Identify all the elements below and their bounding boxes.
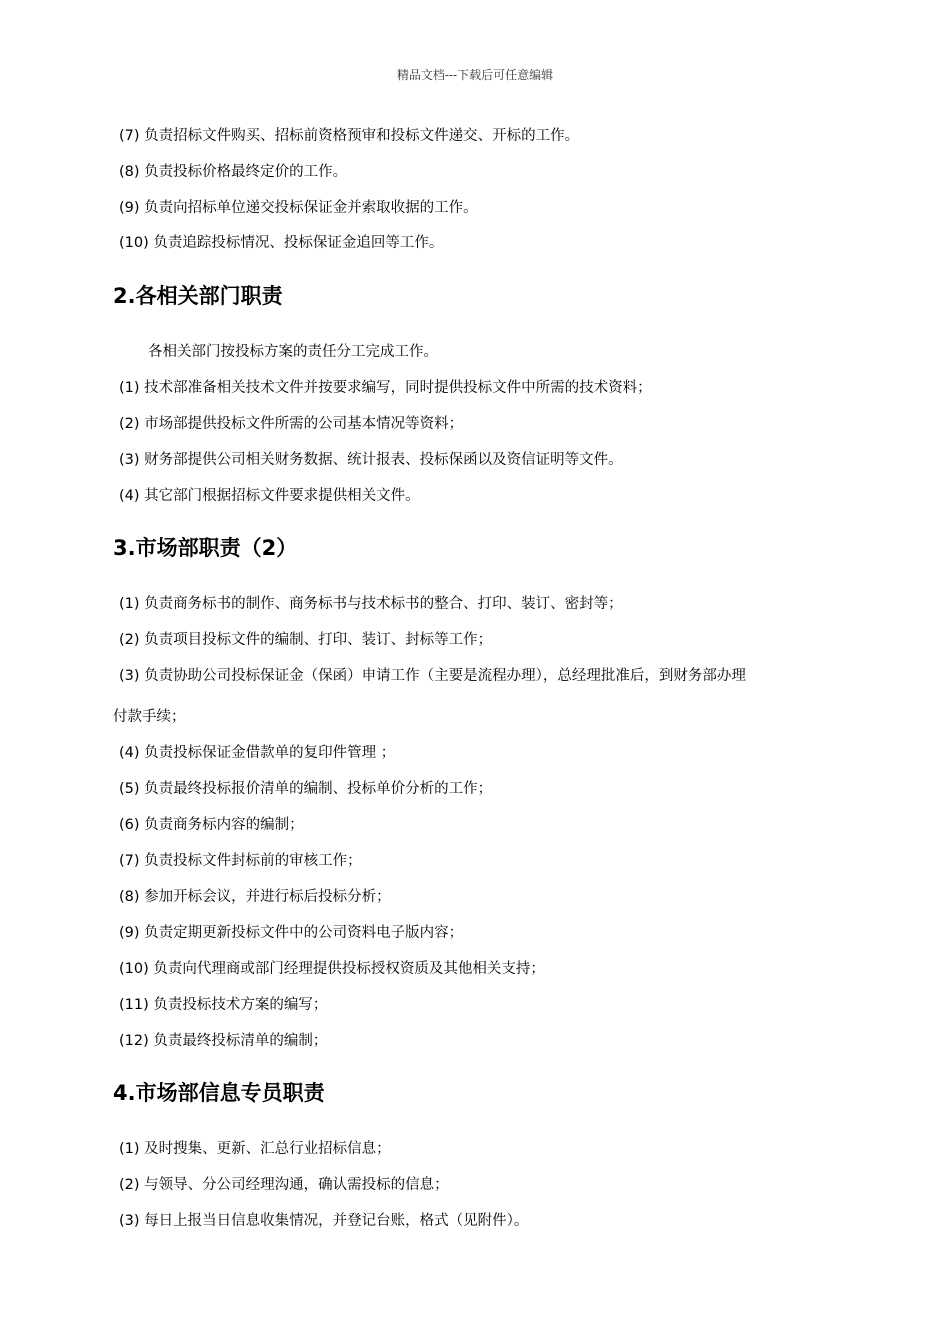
list-item: (2) 负责项目投标文件的编制、打印、装订、封标等工作； (119, 632, 493, 648)
section-heading: 3.市场部职责（2） (113, 536, 298, 560)
list-item-continuation: 付款手续； (113, 709, 186, 725)
list-item: (1) 负责商务标书的制作、商务标书与技术标书的整合、打印、装订、密封等； (119, 596, 623, 612)
list-item: (7) 负责投标文件封标前的审核工作； (119, 853, 362, 869)
page-header: 精品文档---下载后可任意编辑 (396, 68, 554, 82)
list-item: (3) 财务部提供公司相关财务数据、统计报表、投标保函以及资信证明等文件。 (119, 452, 623, 468)
list-item: (1) 及时搜集、更新、汇总行业招标信息； (119, 1141, 391, 1157)
list-item: (9) 负责向招标单位递交投标保证金并索取收据的工作。 (119, 200, 478, 216)
list-item: (1) 技术部准备相关技术文件并按要求编写，同时提供投标文件中所需的技术资料； (119, 380, 652, 396)
list-item: (8) 负责投标价格最终定价的工作。 (119, 164, 348, 180)
section-heading: 2.各相关部门职责 (113, 284, 283, 308)
list-item: (7) 负责招标文件购买、招标前资格预审和投标文件递交、开标的工作。 (119, 128, 580, 144)
list-item: (2) 与领导、分公司经理沟通，确认需投标的信息； (119, 1177, 449, 1193)
list-item: (12) 负责最终投标清单的编制； (119, 1033, 328, 1049)
paragraph: 各相关部门按投标方案的责任分工完成工作。 (148, 344, 438, 360)
list-item: (9) 负责定期更新投标文件中的公司资料电子版内容； (119, 925, 464, 941)
list-item: (4) 其它部门根据招标文件要求提供相关文件。 (119, 488, 420, 504)
list-item: (3) 每日上报当日信息收集情况，并登记台账，格式（见附件）。 (119, 1213, 529, 1229)
list-item: (5) 负责最终投标报价清单的编制、投标单价分析的工作； (119, 781, 493, 797)
section-heading: 4.市场部信息专员职责 (113, 1081, 325, 1105)
list-item: (10) 负责向代理商或部门经理提供投标授权资质及其他相关支持； (119, 961, 545, 977)
list-item: (2) 市场部提供投标文件所需的公司基本情况等资料； (119, 416, 464, 432)
list-item: (10) 负责追踪投标情况、投标保证金追回等工作。 (119, 235, 444, 251)
list-item: (8) 参加开标会议，并进行标后投标分析； (119, 889, 391, 905)
list-item: (3) 负责协助公司投标保证金（保函）申请工作（主要是流程办理），总经理批准后，到财务部办理 (119, 668, 746, 684)
list-item: (11) 负责投标技术方案的编写； (119, 997, 328, 1013)
list-item: (4) 负责投标保证金借款单的复印件管理 ； (119, 745, 396, 761)
list-item: (6) 负责商务标内容的编制； (119, 817, 304, 833)
